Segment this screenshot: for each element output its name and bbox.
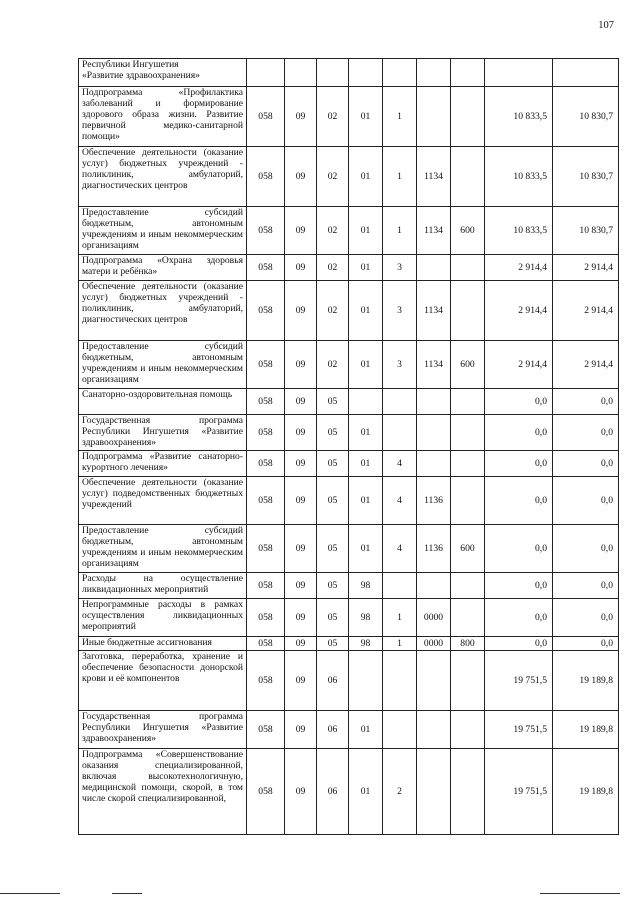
code-subprogram-cell: 3 [383, 341, 417, 389]
value-actual-cell [553, 59, 619, 87]
code-program-cell: 01 [349, 255, 383, 281]
row-name-cell [79, 255, 247, 281]
value-actual-cell: 0,0 [553, 637, 619, 651]
code-subprogram-cell [383, 389, 417, 415]
code-section-cell: 09 [285, 599, 317, 637]
row-name-text: Обеспечение деятельности (оказание услуг) бюджетных учреждений - поликлиник, амбулаторий, диагностических центров [82, 147, 243, 191]
row-name-text: Заготовка, переработка, хранение и обеспечение безопасности донорской крови и её компонентов [82, 651, 243, 684]
code-ministry-cell: 058 [247, 525, 285, 573]
code-subsection-cell: 05 [317, 599, 349, 637]
row-name-cell [79, 573, 247, 599]
code-subprogram-cell: 1 [383, 207, 417, 255]
value-actual-cell: 0,0 [553, 573, 619, 599]
code-expense-type-cell: 600 [451, 207, 485, 255]
value-actual-cell: 0,0 [553, 389, 619, 415]
row-name-text: Предоставление субсидий бюджетным, автономным учреждениям и иным некоммерческим организациям [82, 341, 243, 385]
code-expense-type-cell: 800 [451, 637, 485, 651]
row-name-text: Предоставление субсидий бюджетным, автономным учреждениям и иным некоммерческим организациям [82, 525, 243, 569]
code-expense-type-cell [451, 415, 485, 451]
row-name-text: Подпрограмма «Развитие санаторно-курортного лечения» [82, 451, 243, 473]
value-actual-cell: 19 189,8 [553, 749, 619, 835]
code-subsection-cell: 05 [317, 477, 349, 525]
code-subprogram-cell [383, 573, 417, 599]
row-name-text: Подпрограмма «Охрана здоровья матери и ребёнка» [82, 255, 243, 277]
code-subsection-cell: 02 [317, 87, 349, 147]
value-plan-cell: 2 914,4 [485, 281, 553, 341]
table-row [79, 451, 619, 477]
code-subsection-cell [317, 59, 349, 87]
code-ministry-cell: 058 [247, 341, 285, 389]
row-name-cell [79, 281, 247, 341]
table-row [79, 207, 619, 255]
code-subprogram-cell: 2 [383, 749, 417, 835]
code-subsection-cell: 02 [317, 147, 349, 207]
code-expense-type-cell: 600 [451, 525, 485, 573]
row-name-text: Предоставление субсидий бюджетным, автономным учреждениям и иным некоммерческим организациям [82, 207, 243, 251]
code-expense-type-cell [451, 573, 485, 599]
code-direction-cell [417, 749, 451, 835]
code-subprogram-cell: 3 [383, 255, 417, 281]
code-direction-cell: 0000 [417, 637, 451, 651]
row-name-cell [79, 711, 247, 749]
code-section-cell: 09 [285, 477, 317, 525]
code-subsection-cell: 05 [317, 637, 349, 651]
code-subsection-cell: 06 [317, 651, 349, 711]
code-section-cell: 09 [285, 415, 317, 451]
code-subprogram-cell [383, 415, 417, 451]
value-plan-cell: 0,0 [485, 477, 553, 525]
code-direction-cell: 1136 [417, 477, 451, 525]
code-program-cell: 98 [349, 637, 383, 651]
row-name-text: Подпрограмма «Профилактика заболеваний и формирование здорового образа жизни. Развитие первичной медико-санитарной помощи» [82, 87, 243, 142]
row-name-text: Непрограммные расходы в рамках осуществления ликвидационных мероприятий [82, 599, 243, 632]
code-direction-cell [417, 451, 451, 477]
code-subsection-cell: 02 [317, 341, 349, 389]
code-program-cell: 01 [349, 207, 383, 255]
code-section-cell: 09 [285, 389, 317, 415]
value-actual-cell: 10 830,7 [553, 147, 619, 207]
row-name-cell [79, 477, 247, 525]
code-subprogram-cell: 1 [383, 637, 417, 651]
code-subprogram-cell [383, 59, 417, 87]
row-name-text: Обеспечение деятельности (оказание услуг) бюджетных учреждений - поликлиник, амбулаторий, диагностических центров [82, 281, 243, 325]
footer-rule [112, 893, 142, 894]
value-plan-cell: 0,0 [485, 451, 553, 477]
value-plan-cell: 2 914,4 [485, 255, 553, 281]
code-subsection-cell: 05 [317, 415, 349, 451]
row-name-cell [79, 749, 247, 835]
table-row [79, 573, 619, 599]
code-ministry-cell: 058 [247, 637, 285, 651]
code-expense-type-cell [451, 255, 485, 281]
code-direction-cell: 1134 [417, 281, 451, 341]
code-direction-cell [417, 415, 451, 451]
code-program-cell: 01 [349, 451, 383, 477]
row-name-text: Государственная программа Республики Ингушетия «Развитие здравоохранения» [82, 415, 243, 448]
code-subprogram-cell [383, 711, 417, 749]
row-name-text: Санаторно-оздоровительная помощь [82, 389, 233, 400]
table-row [79, 87, 619, 147]
table-row [79, 341, 619, 389]
code-subprogram-cell [383, 651, 417, 711]
code-expense-type-cell [451, 711, 485, 749]
value-actual-cell: 19 189,8 [553, 711, 619, 749]
table-row [79, 147, 619, 207]
code-program-cell: 01 [349, 749, 383, 835]
code-section-cell: 09 [285, 147, 317, 207]
row-name-cell [79, 207, 247, 255]
value-actual-cell: 0,0 [553, 451, 619, 477]
code-ministry-cell: 058 [247, 451, 285, 477]
table-row [79, 525, 619, 573]
code-subprogram-cell: 4 [383, 451, 417, 477]
footer-rule [0, 893, 60, 894]
value-actual-cell: 10 830,7 [553, 87, 619, 147]
code-ministry-cell: 058 [247, 255, 285, 281]
row-name-cell [79, 87, 247, 147]
value-actual-cell: 19 189,8 [553, 651, 619, 711]
row-name-text: Обеспечение деятельности (оказание услуг) подведомственных бюджетных учреждений [82, 477, 243, 510]
row-name-cell [79, 599, 247, 637]
code-ministry-cell: 058 [247, 87, 285, 147]
code-direction-cell [417, 389, 451, 415]
code-subprogram-cell: 4 [383, 477, 417, 525]
row-name-text: Иные бюджетные ассигнования [82, 637, 212, 648]
value-actual-cell: 2 914,4 [553, 281, 619, 341]
table-row [79, 255, 619, 281]
code-section-cell: 09 [285, 651, 317, 711]
code-section-cell: 09 [285, 341, 317, 389]
table-row [79, 749, 619, 835]
code-section-cell: 09 [285, 451, 317, 477]
code-subsection-cell: 06 [317, 749, 349, 835]
table-row [79, 281, 619, 341]
code-expense-type-cell [451, 477, 485, 525]
row-name-text: Республики Ингушетия «Развитие здравоохранения» [82, 59, 200, 81]
code-section-cell: 09 [285, 207, 317, 255]
value-actual-cell: 0,0 [553, 525, 619, 573]
code-program-cell: 01 [349, 711, 383, 749]
value-plan-cell: 2 914,4 [485, 341, 553, 389]
code-direction-cell [417, 573, 451, 599]
code-subsection-cell: 05 [317, 451, 349, 477]
code-subprogram-cell: 4 [383, 525, 417, 573]
code-expense-type-cell [451, 59, 485, 87]
value-actual-cell: 2 914,4 [553, 255, 619, 281]
value-plan-cell: 0,0 [485, 573, 553, 599]
code-program-cell: 98 [349, 573, 383, 599]
code-direction-cell: 1134 [417, 207, 451, 255]
row-name-cell [79, 637, 247, 651]
code-subprogram-cell: 3 [383, 281, 417, 341]
table-row [79, 711, 619, 749]
code-section-cell: 09 [285, 711, 317, 749]
value-plan-cell: 0,0 [485, 525, 553, 573]
code-expense-type-cell [451, 281, 485, 341]
code-section-cell [285, 59, 317, 87]
row-name-cell [79, 651, 247, 711]
table-row [79, 415, 619, 451]
code-subprogram-cell: 1 [383, 147, 417, 207]
code-subsection-cell: 02 [317, 207, 349, 255]
code-ministry-cell: 058 [247, 477, 285, 525]
code-ministry-cell [247, 59, 285, 87]
row-name-text: Подпрограмма «Совершенствование оказания специализированной, включая высокотехнологичную, медицинской помощи, скорой, в том числе скорой специализированной, [82, 749, 243, 804]
row-name-cell [79, 525, 247, 573]
code-subsection-cell: 05 [317, 525, 349, 573]
code-section-cell: 09 [285, 255, 317, 281]
value-plan-cell: 19 751,5 [485, 711, 553, 749]
code-direction-cell [417, 59, 451, 87]
code-ministry-cell: 058 [247, 749, 285, 835]
code-ministry-cell: 058 [247, 415, 285, 451]
code-expense-type-cell [451, 749, 485, 835]
code-direction-cell [417, 255, 451, 281]
code-expense-type-cell [451, 599, 485, 637]
value-plan-cell: 10 833,5 [485, 207, 553, 255]
code-program-cell: 01 [349, 341, 383, 389]
code-direction-cell: 1136 [417, 525, 451, 573]
code-program-cell [349, 651, 383, 711]
code-subprogram-cell: 1 [383, 87, 417, 147]
code-direction-cell [417, 651, 451, 711]
code-expense-type-cell [451, 87, 485, 147]
row-name-cell [79, 59, 247, 87]
code-subsection-cell: 02 [317, 255, 349, 281]
value-plan-cell: 0,0 [485, 637, 553, 651]
value-plan-cell [485, 59, 553, 87]
code-subsection-cell: 06 [317, 711, 349, 749]
code-expense-type-cell [451, 451, 485, 477]
row-name-cell [79, 451, 247, 477]
code-program-cell: 01 [349, 87, 383, 147]
code-expense-type-cell [451, 651, 485, 711]
value-plan-cell: 10 833,5 [485, 87, 553, 147]
row-name-text: Расходы на осуществление ликвидационных мероприятий [82, 573, 243, 595]
value-actual-cell: 0,0 [553, 599, 619, 637]
code-ministry-cell: 058 [247, 147, 285, 207]
code-program-cell: 98 [349, 599, 383, 637]
code-expense-type-cell [451, 147, 485, 207]
page-number: 107 [598, 20, 614, 31]
code-section-cell: 09 [285, 573, 317, 599]
code-direction-cell [417, 711, 451, 749]
code-ministry-cell: 058 [247, 573, 285, 599]
footer-rule [540, 893, 620, 894]
code-expense-type-cell: 600 [451, 341, 485, 389]
table-row [79, 59, 619, 87]
code-program-cell [349, 389, 383, 415]
code-section-cell: 09 [285, 637, 317, 651]
code-ministry-cell: 058 [247, 281, 285, 341]
value-plan-cell: 10 833,5 [485, 147, 553, 207]
table-row [79, 637, 619, 651]
code-ministry-cell: 058 [247, 389, 285, 415]
code-direction-cell: 1134 [417, 147, 451, 207]
code-section-cell: 09 [285, 525, 317, 573]
code-program-cell [349, 59, 383, 87]
code-program-cell: 01 [349, 477, 383, 525]
code-section-cell: 09 [285, 281, 317, 341]
value-plan-cell: 19 751,5 [485, 749, 553, 835]
table-row [79, 651, 619, 711]
code-program-cell: 01 [349, 415, 383, 451]
row-name-text: Государственная программа Республики Ингушетия «Развитие здравоохранения» [82, 711, 243, 744]
code-subsection-cell: 02 [317, 281, 349, 341]
code-ministry-cell: 058 [247, 207, 285, 255]
table-row [79, 477, 619, 525]
code-direction-cell: 1134 [417, 341, 451, 389]
code-subsection-cell: 05 [317, 573, 349, 599]
value-actual-cell: 2 914,4 [553, 341, 619, 389]
value-actual-cell: 10 830,7 [553, 207, 619, 255]
table-row [79, 389, 619, 415]
code-subprogram-cell: 1 [383, 599, 417, 637]
code-expense-type-cell [451, 389, 485, 415]
row-name-cell [79, 389, 247, 415]
code-ministry-cell: 058 [247, 711, 285, 749]
code-program-cell: 01 [349, 525, 383, 573]
code-subsection-cell: 05 [317, 389, 349, 415]
table-row [79, 599, 619, 637]
table-body [79, 59, 619, 835]
row-name-cell [79, 341, 247, 389]
row-name-cell [79, 147, 247, 207]
value-plan-cell: 0,0 [485, 415, 553, 451]
value-actual-cell: 0,0 [553, 477, 619, 525]
code-ministry-cell: 058 [247, 599, 285, 637]
row-name-cell [79, 415, 247, 451]
value-plan-cell: 0,0 [485, 389, 553, 415]
value-actual-cell: 0,0 [553, 415, 619, 451]
code-ministry-cell: 058 [247, 651, 285, 711]
code-section-cell: 09 [285, 87, 317, 147]
code-direction-cell [417, 87, 451, 147]
code-section-cell: 09 [285, 749, 317, 835]
code-program-cell: 01 [349, 281, 383, 341]
budget-table [78, 58, 619, 835]
value-plan-cell: 19 751,5 [485, 651, 553, 711]
value-plan-cell: 0,0 [485, 599, 553, 637]
code-direction-cell: 0000 [417, 599, 451, 637]
code-program-cell: 01 [349, 147, 383, 207]
